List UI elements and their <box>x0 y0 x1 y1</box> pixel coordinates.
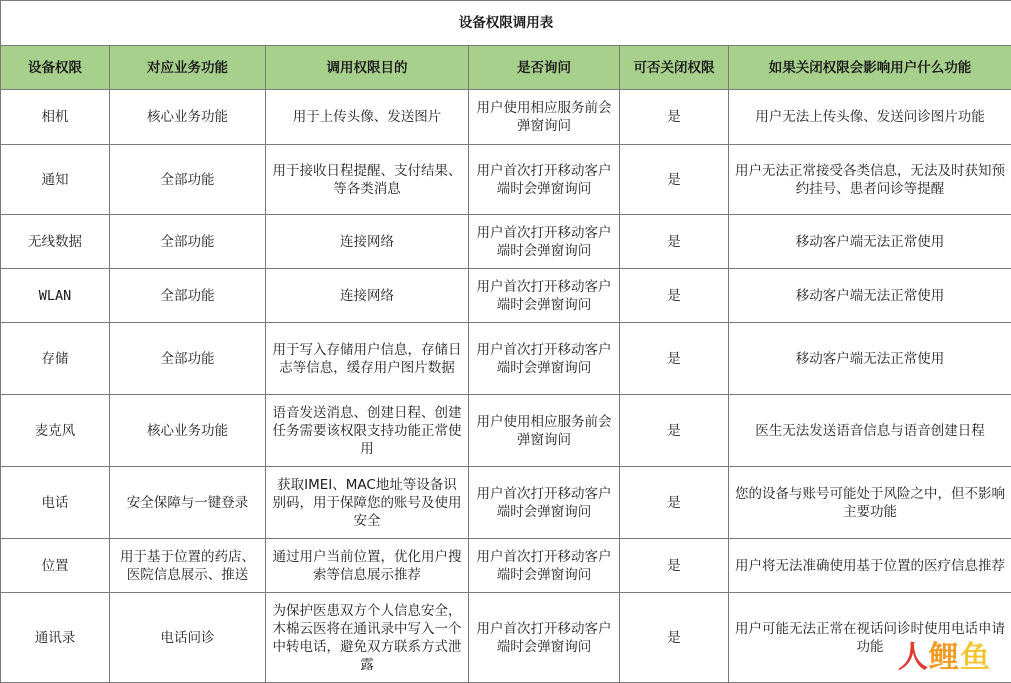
cell-permission: 相机 <box>1 90 110 145</box>
cell-purpose: 用于写入存储用户信息，存储日志等信息，缓存用户图片数据 <box>266 323 469 395</box>
cell-purpose: 连接网络 <box>266 215 469 269</box>
cell-ask: 用户首次打开移动客户端时会弹窗询问 <box>469 593 620 683</box>
table-title: 设备权限调用表 <box>1 1 1011 46</box>
table-row <box>1 539 1011 593</box>
table-row <box>1 323 1011 395</box>
cell-ask: 用户首次打开移动客户端时会弹窗询问 <box>469 145 620 215</box>
cell-purpose: 为保护医患双方个人信息安全，木棉云医将在通讯录中写入一个中转电话，避免双方联系方式泄露 <box>266 593 469 683</box>
cell-purpose: 通过用户当前位置，优化用户搜索等信息展示推荐 <box>266 539 469 593</box>
table-row <box>1 145 1011 215</box>
cell-impact: 移动客户端无法正常使用 <box>729 215 1011 269</box>
header-purpose: 调用权限目的 <box>266 46 469 90</box>
table-row <box>1 593 1011 683</box>
cell-closable: 是 <box>620 215 729 269</box>
cell-business: 安全保障与一键登录 <box>110 467 266 539</box>
cell-purpose: 连接网络 <box>266 269 469 323</box>
cell-business: 全部功能 <box>110 323 266 395</box>
cell-permission: 电话 <box>1 467 110 539</box>
cell-impact: 用户将无法准确使用基于位置的医疗信息推荐 <box>729 539 1011 593</box>
watermark-char: 人 <box>898 640 929 675</box>
cell-impact: 用户无法上传头像、发送问诊图片功能 <box>729 90 1011 145</box>
cell-impact: 移动客户端无法正常使用 <box>729 269 1011 323</box>
cell-purpose: 获取IMEI、MAC地址等设备识别码，用于保障您的账号及使用安全 <box>266 467 469 539</box>
cell-ask: 用户使用相应服务前会弹窗询问 <box>469 90 620 145</box>
header-ask: 是否询问 <box>469 46 620 90</box>
cell-ask: 用户首次打开移动客户端时会弹窗询问 <box>469 323 620 395</box>
cell-business: 核心业务功能 <box>110 395 266 467</box>
cell-impact: 移动客户端无法正常使用 <box>729 323 1011 395</box>
cell-ask: 用户首次打开移动客户端时会弹窗询问 <box>469 467 620 539</box>
cell-purpose: 用于上传头像、发送图片 <box>266 90 469 145</box>
cell-permission: 位置 <box>1 539 110 593</box>
cell-impact: 医生无法发送语音信息与语音创建日程 <box>729 395 1011 467</box>
cell-business: 用于基于位置的药店、医院信息展示、推送 <box>110 539 266 593</box>
cell-impact: 您的设备与账号可能处于风险之中，但不影响主要功能 <box>729 467 1011 539</box>
cell-business: 全部功能 <box>110 269 266 323</box>
cell-permission: 通讯录 <box>1 593 110 683</box>
table-row <box>1 395 1011 467</box>
header-business: 对应业务功能 <box>110 46 266 90</box>
header-row <box>1 46 1011 90</box>
table-row <box>1 215 1011 269</box>
cell-closable: 是 <box>620 395 729 467</box>
cell-business: 全部功能 <box>110 145 266 215</box>
cell-ask: 用户首次打开移动客户端时会弹窗询问 <box>469 539 620 593</box>
cell-impact: 用户无法正常接受各类信息，无法及时获知预约挂号、患者问诊等提醒 <box>729 145 1011 215</box>
cell-permission: WLAN <box>1 269 110 323</box>
cell-business: 电话问诊 <box>110 593 266 683</box>
cell-permission: 通知 <box>1 145 110 215</box>
cell-permission: 无线数据 <box>1 215 110 269</box>
header-impact: 如果关闭权限会影响用户什么功能 <box>729 46 1011 90</box>
cell-ask: 用户使用相应服务前会弹窗询问 <box>469 395 620 467</box>
cell-business: 核心业务功能 <box>110 90 266 145</box>
header-permission: 设备权限 <box>1 46 110 90</box>
cell-permission: 存储 <box>1 323 110 395</box>
header-closable: 可否关闭权限 <box>620 46 729 90</box>
cell-ask: 用户首次打开移动客户端时会弹窗询问 <box>469 215 620 269</box>
watermark-char: 鲤 <box>929 640 960 675</box>
table-row <box>1 467 1011 539</box>
cell-closable: 是 <box>620 90 729 145</box>
table-row <box>1 90 1011 145</box>
cell-closable: 是 <box>620 467 729 539</box>
cell-purpose: 用于接收日程提醒、支付结果、等各类消息 <box>266 145 469 215</box>
cell-impact: 用户可能无法正常在视话问诊时使用电话申请功能 <box>729 593 1011 683</box>
cell-closable: 是 <box>620 269 729 323</box>
watermark-char: 鱼 <box>960 640 991 675</box>
cell-closable: 是 <box>620 145 729 215</box>
cell-ask: 用户首次打开移动客户端时会弹窗询问 <box>469 269 620 323</box>
cell-business: 全部功能 <box>110 215 266 269</box>
cell-closable: 是 <box>620 539 729 593</box>
cell-purpose: 语音发送消息、创建日程、创建任务需要该权限支持功能正常使用 <box>266 395 469 467</box>
table-row <box>1 269 1011 323</box>
cell-closable: 是 <box>620 593 729 683</box>
cell-closable: 是 <box>620 323 729 395</box>
cell-permission: 麦克风 <box>1 395 110 467</box>
